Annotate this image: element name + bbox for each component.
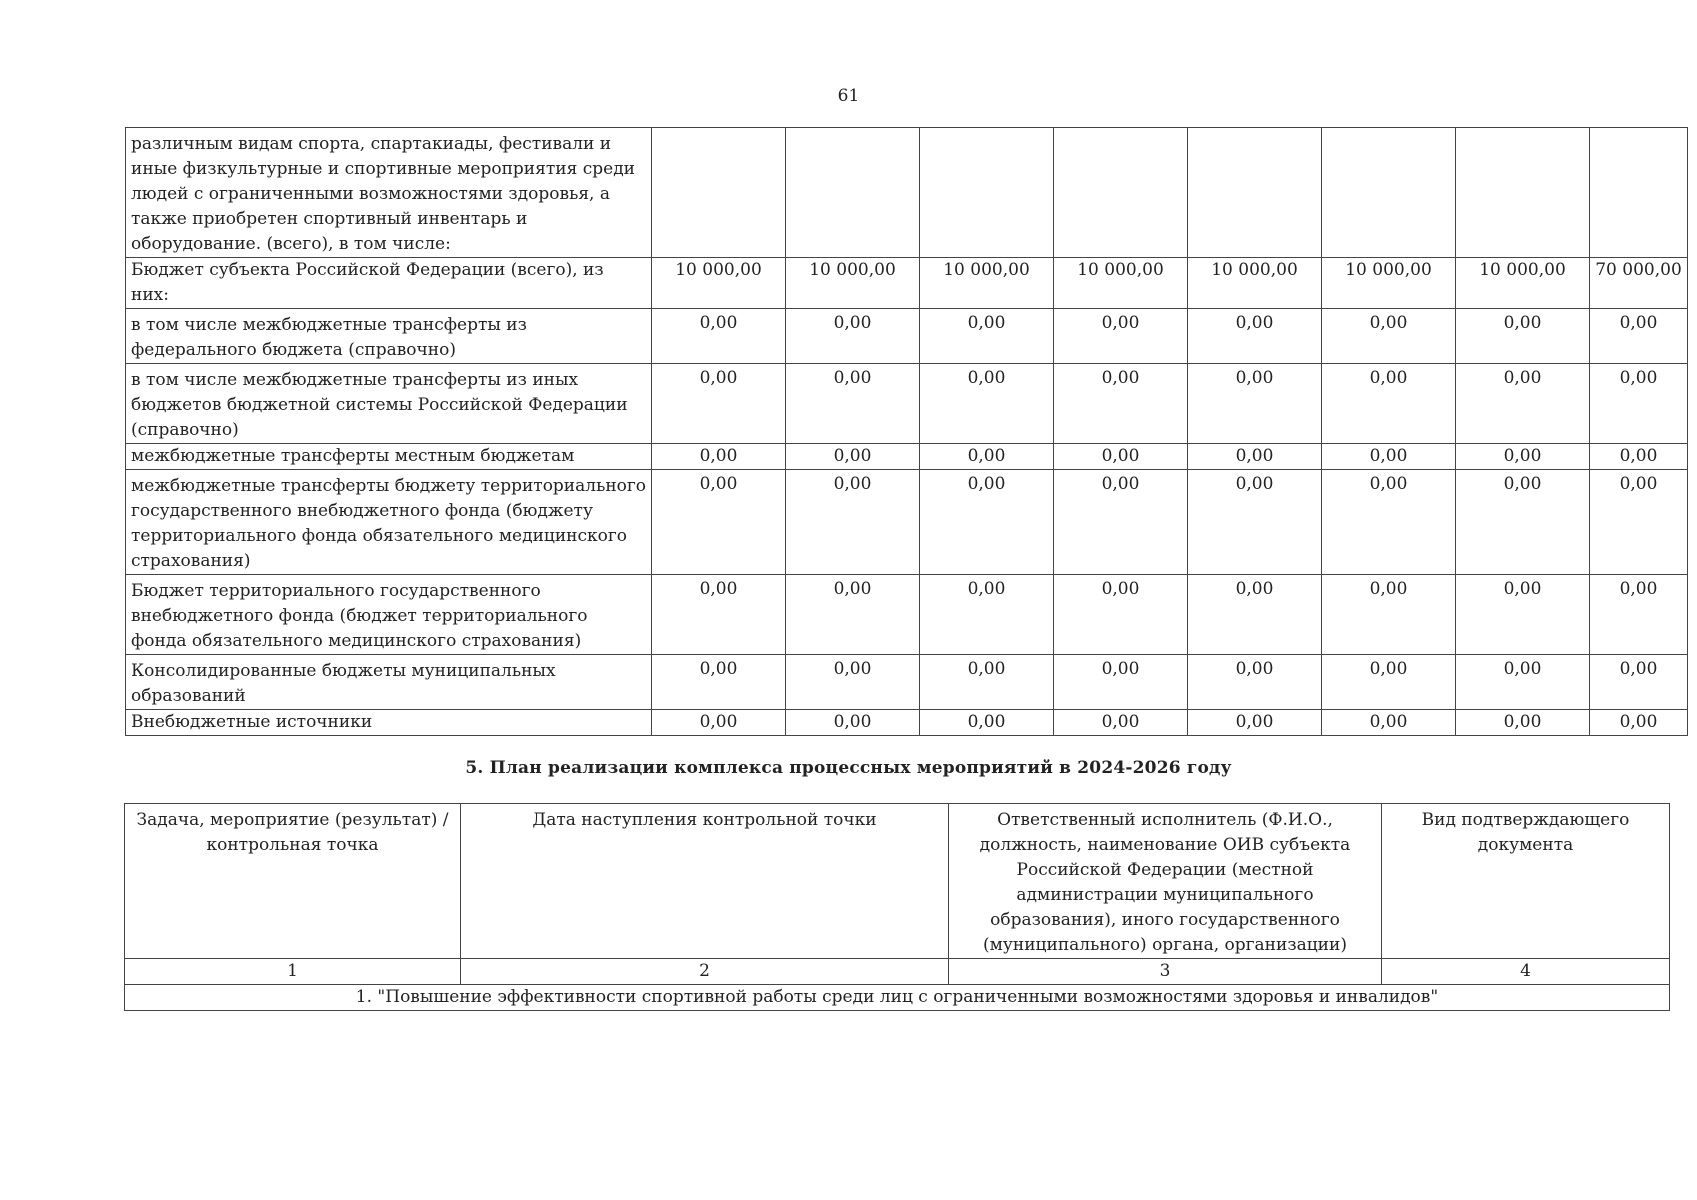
budget-value-cell: 10 000,00 <box>652 258 786 309</box>
budget-value-cell: 0,00 <box>920 655 1054 710</box>
budget-value-cell: 0,00 <box>1188 364 1322 444</box>
budget-row <box>126 309 1688 364</box>
budget-value-cell <box>1054 128 1188 258</box>
budget-value-cell: 0,00 <box>1590 364 1688 444</box>
budget-value-cell: 0,00 <box>1322 309 1456 364</box>
budget-row-label: Бюджет субъекта Российской Федерации (всего), из них: <box>126 258 652 309</box>
budget-value-cell: 0,00 <box>652 309 786 364</box>
budget-row <box>126 575 1688 655</box>
header-date: Дата наступления контрольной точки <box>461 804 949 959</box>
budget-value-cell: 70 000,00 <box>1590 258 1688 309</box>
budget-value-cell: 10 000,00 <box>1456 258 1590 309</box>
budget-row-label: различным видам спорта, спартакиады, фестивали и иные физкультурные и спортивные мероприятия среди людей с ограниченными возможностями здоровья, а также приобретен спортивный инвентарь и оборудование. (всего), в том числе: <box>126 128 652 258</box>
budget-value-cell: 0,00 <box>920 444 1054 470</box>
budget-value-cell: 0,00 <box>1322 655 1456 710</box>
budget-row-label: Бюджет территориального государственного внебюджетного фонда (бюджет территориального фонда обязательного медицинского страхования) <box>126 575 652 655</box>
budget-row-label: межбюджетные трансферты местным бюджетам <box>126 444 652 470</box>
budget-value-cell: 0,00 <box>1456 470 1590 575</box>
budget-value-cell: 10 000,00 <box>1054 258 1188 309</box>
budget-row <box>126 655 1688 710</box>
budget-value-cell <box>1590 128 1688 258</box>
column-number: 1 <box>125 959 461 985</box>
budget-value-cell: 0,00 <box>652 710 786 736</box>
budget-value-cell <box>1188 128 1322 258</box>
budget-value-cell: 0,00 <box>1590 309 1688 364</box>
budget-value-cell: 0,00 <box>652 575 786 655</box>
section-title: 5. План реализации комплекса процессных мероприятий в 2024-2026 году <box>465 758 1232 778</box>
budget-value-cell <box>786 128 920 258</box>
header-document: Вид подтверждающего документа <box>1382 804 1670 959</box>
budget-row <box>126 444 1688 470</box>
budget-value-cell: 0,00 <box>1054 575 1188 655</box>
budget-value-cell: 0,00 <box>1054 364 1188 444</box>
budget-value-cell <box>920 128 1054 258</box>
budget-value-cell: 0,00 <box>920 364 1054 444</box>
budget-row-label: в том числе межбюджетные трансферты из федерального бюджета (справочно) <box>126 309 652 364</box>
budget-value-cell: 0,00 <box>786 655 920 710</box>
budget-row-label: межбюджетные трансферты бюджету территориального государственного внебюджетного фонда (бюджету территориального фонда обязательного медицинского страхования) <box>126 470 652 575</box>
budget-value-cell: 0,00 <box>1054 655 1188 710</box>
budget-value-cell: 0,00 <box>1188 444 1322 470</box>
budget-row <box>126 364 1688 444</box>
budget-value-cell <box>1456 128 1590 258</box>
budget-value-cell: 10 000,00 <box>920 258 1054 309</box>
budget-value-cell: 0,00 <box>1590 710 1688 736</box>
budget-value-cell: 0,00 <box>1456 309 1590 364</box>
budget-value-cell: 0,00 <box>1590 575 1688 655</box>
page-number: 61 <box>837 86 860 106</box>
budget-value-cell: 0,00 <box>786 470 920 575</box>
budget-value-cell: 0,00 <box>786 444 920 470</box>
column-number: 4 <box>1382 959 1670 985</box>
budget-value-cell: 0,00 <box>652 444 786 470</box>
plan-task-row <box>125 985 1670 1011</box>
plan-table <box>124 803 1670 1011</box>
budget-value-cell: 0,00 <box>786 575 920 655</box>
budget-value-cell <box>1322 128 1456 258</box>
budget-value-cell: 0,00 <box>1322 470 1456 575</box>
budget-value-cell: 0,00 <box>1322 710 1456 736</box>
budget-row <box>126 470 1688 575</box>
task-title: 1. "Повышение эффективности спортивной работы среди лиц с ограниченными возможностями здоровья и инвалидов" <box>125 985 1670 1011</box>
budget-value-cell: 10 000,00 <box>786 258 920 309</box>
budget-value-cell: 0,00 <box>1322 364 1456 444</box>
budget-value-cell: 0,00 <box>652 470 786 575</box>
budget-value-cell: 0,00 <box>1054 470 1188 575</box>
budget-value-cell: 0,00 <box>1054 710 1188 736</box>
budget-table <box>125 127 1688 736</box>
column-number: 3 <box>949 959 1382 985</box>
budget-value-cell: 0,00 <box>1456 575 1590 655</box>
budget-value-cell: 10 000,00 <box>1188 258 1322 309</box>
budget-row-label: в том числе межбюджетные трансферты из иных бюджетов бюджетной системы Российской Федерации (справочно) <box>126 364 652 444</box>
budget-value-cell: 0,00 <box>1322 575 1456 655</box>
budget-row <box>126 258 1688 309</box>
budget-value-cell: 0,00 <box>1188 575 1322 655</box>
budget-value-cell: 0,00 <box>1188 710 1322 736</box>
header-task: Задача, мероприятие (результат) / контрольная точка <box>125 804 461 959</box>
budget-row <box>126 128 1688 258</box>
budget-row-label: Консолидированные бюджеты муниципальных образований <box>126 655 652 710</box>
budget-value-cell: 0,00 <box>1456 364 1590 444</box>
plan-header-row <box>125 804 1670 959</box>
budget-value-cell: 0,00 <box>1456 444 1590 470</box>
budget-value-cell: 0,00 <box>1054 309 1188 364</box>
budget-value-cell: 0,00 <box>1188 655 1322 710</box>
budget-value-cell: 0,00 <box>920 470 1054 575</box>
budget-row-label: Внебюджетные источники <box>126 710 652 736</box>
budget-value-cell: 0,00 <box>1456 710 1590 736</box>
budget-value-cell: 0,00 <box>920 309 1054 364</box>
budget-value-cell: 0,00 <box>920 575 1054 655</box>
budget-value-cell <box>652 128 786 258</box>
budget-value-cell: 0,00 <box>1590 444 1688 470</box>
budget-value-cell: 0,00 <box>1054 444 1188 470</box>
column-number: 2 <box>461 959 949 985</box>
budget-value-cell: 0,00 <box>1188 470 1322 575</box>
header-responsible: Ответственный исполнитель (Ф.И.О., должность, наименование ОИВ субъекта Российской Федерации (местной администрации муниципального образования), иного государственного (муниципального) органа, организации) <box>949 804 1382 959</box>
budget-value-cell: 10 000,00 <box>1322 258 1456 309</box>
budget-value-cell: 0,00 <box>1590 470 1688 575</box>
plan-column-numbers-row <box>125 959 1670 985</box>
budget-value-cell: 0,00 <box>1188 309 1322 364</box>
budget-row <box>126 710 1688 736</box>
budget-value-cell: 0,00 <box>786 309 920 364</box>
budget-value-cell: 0,00 <box>1322 444 1456 470</box>
budget-value-cell: 0,00 <box>652 364 786 444</box>
budget-value-cell: 0,00 <box>652 655 786 710</box>
budget-value-cell: 0,00 <box>1590 655 1688 710</box>
budget-value-cell: 0,00 <box>786 710 920 736</box>
budget-value-cell: 0,00 <box>786 364 920 444</box>
budget-value-cell: 0,00 <box>1456 655 1590 710</box>
budget-value-cell: 0,00 <box>920 710 1054 736</box>
